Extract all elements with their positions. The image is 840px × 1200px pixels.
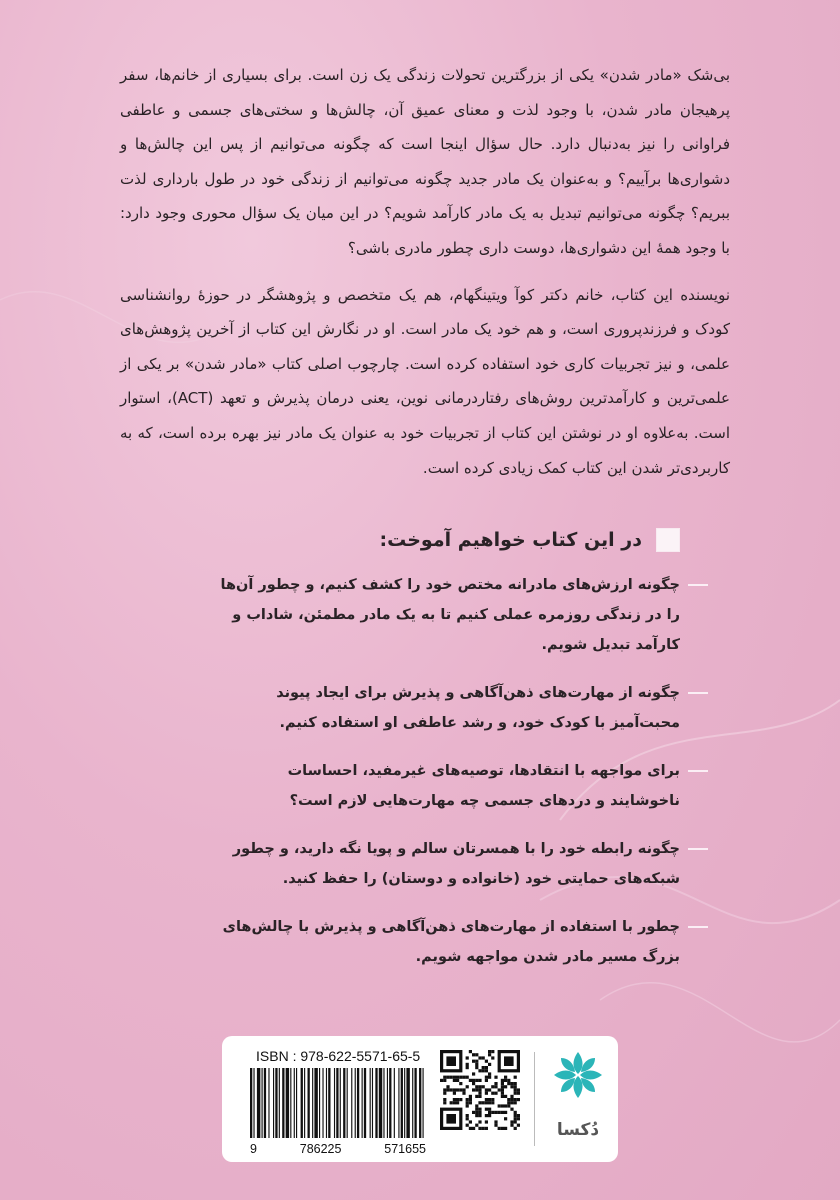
list-item xyxy=(220,570,680,660)
list-item-text: چگونه رابطه خود را با همسرتان سالم و پویا نگه دارید، و چطور شبکه‌های حمایتی خود (خانواده و دوستان) را حفظ کنید. xyxy=(232,841,680,887)
barcode-digit-group: 786225 xyxy=(299,1142,342,1156)
barcode-panel xyxy=(222,1036,618,1162)
list-item-text: چگونه ارزش‌های مادرانه مختص خود را کشف کنیم، و چطور آن‌ها را در زندگی روزمره عملی کنیم تا به یک مادر مطمئن، شاداب و کارآمد تبدیل شویم. xyxy=(220,577,680,653)
learn-heading xyxy=(120,528,680,552)
divider xyxy=(534,1052,535,1146)
intro-text xyxy=(120,58,730,497)
list-item-text: چگونه از مهارت‌های ذهن‌آگاهی و پذیرش برای ایجاد پیوند محبت‌آمیز با کودک خود، و رشد عاطفی او استفاده کنیم. xyxy=(276,685,680,731)
barcode-icon xyxy=(250,1068,426,1140)
barcode-digit-group: 571655 xyxy=(384,1142,426,1156)
dash-icon xyxy=(688,848,708,850)
dash-icon xyxy=(688,926,708,928)
dash-icon xyxy=(688,770,708,772)
intro-paragraph: نویسنده این کتاب، خانم دکتر کوآ ویتینگهام، هم یک متخصص و پژوهشگر در حوزهٔ روانشناسی کودک و فرزندپروری است، و هم خود یک مادر است. او در نگارش این کتاب از آخرین پژوهش‌های علمی، و نیز تجربیات کاری خود استفاده کرده است. چارچوب اصلی کتاب «مادر شدن» بر یکی از علمی‌ترین و کارآمدترین روش‌های رفتاردرمانی نوین، یعنی درمان پذیرش و تعهد (ACT)، استوار است. به‌علاوه او در نوشتن این کتاب از تجربیات خود به عنوان یک مادر نیز بهره برده است، که به کاربردی‌تر شدن این کتاب کمک زیادی کرده است. xyxy=(120,285,730,477)
intro-paragraph: بی‌شک «مادر شدن» یکی از بزرگترین تحولات زندگی یک زن است. برای بسیاری از خانم‌ها، سفر پرهیجان مادر شدن، با وجود لذت و معنای عمیق آن، چالش‌ها و سختی‌های جسمی و عاطفی فراوانی را نیز به‌دنبال دارد. حال سؤال اینجا است که چگونه می‌توانیم از پس این چالش‌ها و دشواری‌ها برآییم؟ و به‌عنوان یک مادر جدید چگونه می‌توانیم از زندگی خود در طول بارداری لذت ببریم؟ چگونه می‌توانیم تبدیل به یک مادر کارآمد شویم؟ در این میان یک سؤال محوری وجود دارد: با وجود همهٔ این دشواری‌ها، دوست داری چطور مادری باشی؟ xyxy=(120,66,730,257)
list-item xyxy=(220,756,680,816)
list-item xyxy=(220,912,680,972)
learn-list xyxy=(220,570,680,990)
publisher-name: دُکسا xyxy=(556,1120,600,1140)
learn-title: در این کتاب خواهیم آموخت: xyxy=(379,529,642,551)
list-item xyxy=(220,834,680,894)
dash-icon xyxy=(688,692,708,694)
list-item-text: برای مواجهه با انتقادها، توصیه‌های غیرمفید، احساسات ناخوشایند و دردهای جسمی چه مهارت‌هایی لازم است؟ xyxy=(287,763,680,809)
list-item xyxy=(220,678,680,738)
barcode-digit-group: 9 xyxy=(250,1142,257,1156)
doxa-logo-icon xyxy=(552,1050,604,1114)
qr-code-icon xyxy=(440,1050,520,1130)
barcode-digits xyxy=(250,1142,426,1156)
checkbox-icon xyxy=(656,528,680,552)
list-item-text: چطور با استفاده از مهارت‌های ذهن‌آگاهی و پذیرش با چالش‌های بزرگ مسیر مادر شدن مواجهه شویم. xyxy=(222,919,680,965)
dash-icon xyxy=(688,584,708,586)
isbn-text: ISBN : 978-622-5571-65-5 xyxy=(256,1048,421,1064)
